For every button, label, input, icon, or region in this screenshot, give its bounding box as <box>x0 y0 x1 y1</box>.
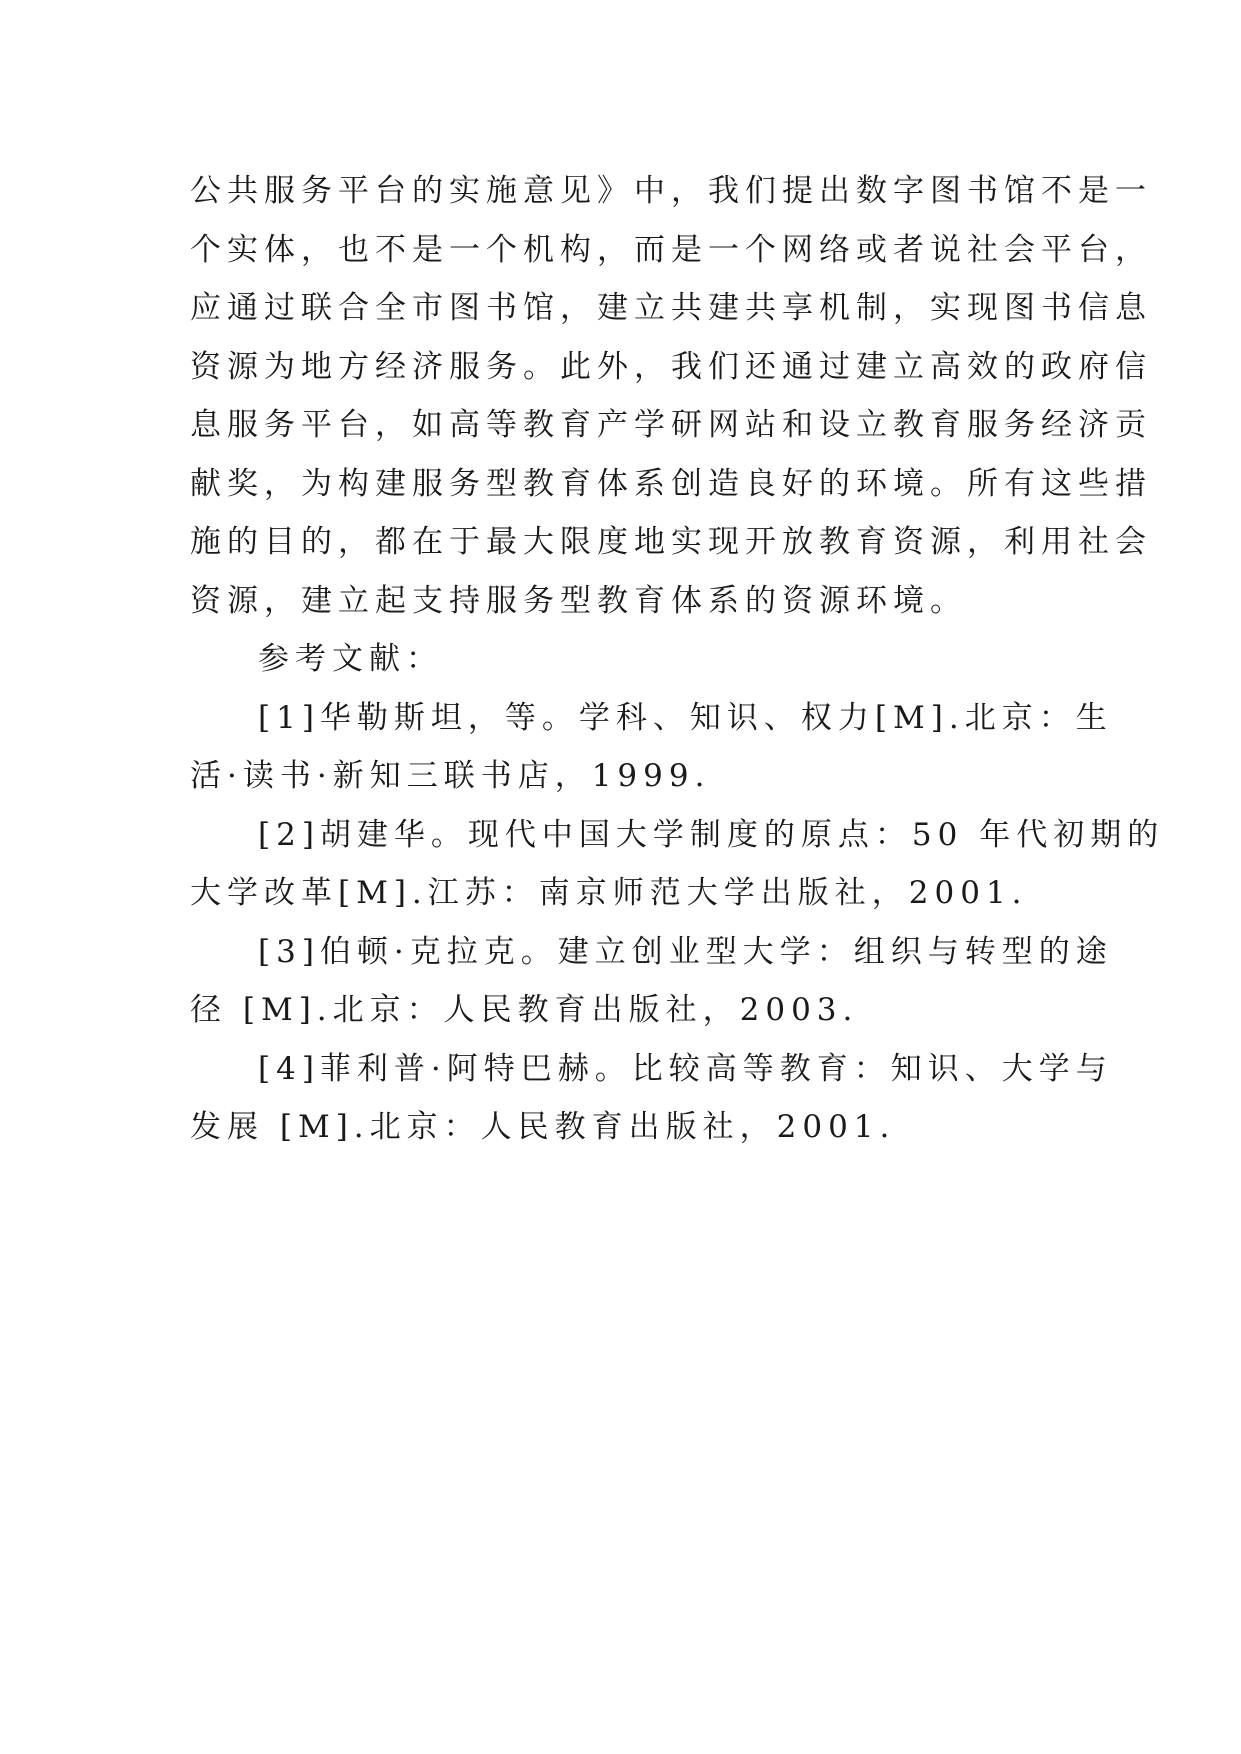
body-line-3: 应通过联合全市图书馆，建立共建共享机制，实现图书信息 <box>190 290 1152 326</box>
reference-item-3 <box>190 923 1113 1040</box>
reference-1-line-1: [1]华勒斯坦，等。学科、知识、权力[M].北京：生 <box>258 699 1113 736</box>
reference-2-line-1: [2]胡建华。现代中国大学制度的原点：50 年代初期的 <box>258 816 1165 853</box>
reference-4-line-2: 发展 [M].北京：人民教育出版社，2001. <box>190 1109 896 1145</box>
body-line-2: 个实体，也不是一个机构，而是一个网络或者说社会平台， <box>190 231 1152 268</box>
body-line-5: 息服务平台，如高等教育产学研网站和设立教育服务经济贡 <box>190 407 1152 443</box>
reference-item-2 <box>190 806 1165 923</box>
body-line-4: 资源为地方经济服务。此外，我们还通过建立高效的政府信 <box>190 348 1152 385</box>
reference-1-line-2: 活·读书·新知三联书店，1999. <box>190 758 711 794</box>
reference-3-line-1: [3]伯顿·克拉克。建立创业型大学：组织与转型的途 <box>258 933 1113 970</box>
body-line-7: 施的目的，都在于最大限度地实现开放教育资源，利用社会 <box>190 524 1152 560</box>
body-line-6: 献奖，为构建服务型教育体系创造良好的环境。所有这些措 <box>190 465 1152 502</box>
reference-4-line-1: [4]菲利普·阿特巴赫。比较高等教育：知识、大学与 <box>258 1050 1113 1087</box>
references-heading: 参考文献： <box>258 641 443 677</box>
body-line-1: 公共服务平台的实施意见》中，我们提出数字图书馆不是一 <box>190 173 1152 209</box>
reference-item-4 <box>190 1040 1113 1157</box>
reference-item-1 <box>190 689 1113 806</box>
reference-3-line-2: 径 [M].北京：人民教育出版社，2003. <box>190 992 859 1028</box>
reference-2-line-2: 大学改革[M].江苏：南京师范大学出版社，2001. <box>190 875 1028 911</box>
body-line-8: 资源，建立起支持服务型教育体系的资源环境。 <box>190 582 967 619</box>
document-text <box>190 162 1165 1157</box>
